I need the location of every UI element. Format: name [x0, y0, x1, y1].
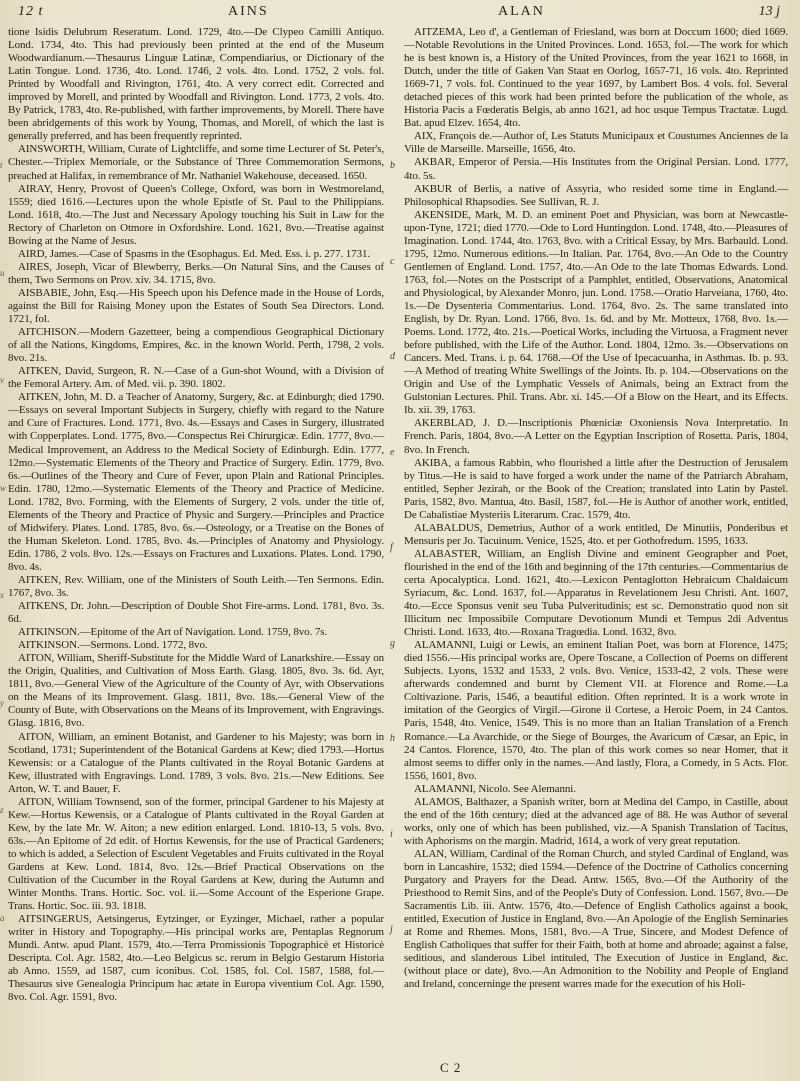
dictionary-entry: AITKINSON.—Sermons. Lond. 1772, 8vo.: [18, 639, 208, 652]
margin-letter: w: [0, 482, 7, 493]
dictionary-entry: AITKEN, John, M. D. a Teacher of Anatomy, Surgery, &c. at Edinburgh; died 1790.—Essays on several Important Subjects in Surgery, chiefly with regard to the Nature and Cure of Fractures. Lond. 1771, 8vo. 4s.—Essays and Cases in Surgery, illustrated with Copperplates. Lond. 1775, 8vo.—Conspectus Rei Chirurgicæ. Edin. 1777, 8vo.—Medical Improvement, an Address to the Medical Society of Edinburgh. Edin. 1777, 12mo.—Systematic Elements of the Theory and Practice of Surgery. Edin. 1779, 8vo. 6s.—Outlines of the Theory and Cure of Fever, upon Plain and Rational Principles. Edin. 1780, 12mo.—Systematic Elements of the Theory and Practice of Medicine. Lond. 1782, 8vo. Forming, with the Elements of Surgery, 2 vols. under the title of, Elements of the Theory and Practice of Physic and Surgery.—Principles and Practice of Midwifery. Plates. Lond. 1785, 8vo. 6s.—Osteology, or a Treatise on the Bones of the Human Skeleton. Lond. 1785, 8vo. 4s.—Principles of Anatomy and Physiology. Edin. 1786, 2 vols. 8vo. 12s.—Essays on Fractures and Luxations. Plates. Lond. 1790, 8vo. 4s.: [8, 391, 384, 573]
header-word-left: AINS: [228, 4, 269, 19]
margin-letter: a: [0, 912, 5, 923]
dictionary-entry: AITCHISON.—Modern Gazetteer, being a compendious Geographical Dictionary of all the Nations, Kingdoms, Empires, &c. in the known World. Perth, 1798, 2 vols. 8vo. 21s.: [8, 326, 384, 365]
dictionary-entry: AIRES, Joseph, Vicar of Blewberry, Berks.—On Natural Sins, and the Causes of them, Two Sermons on Prov. xiv. 34. 1715, 8vo.: [8, 260, 384, 286]
dictionary-entry: AITKINSON.—Epitome of the Art of Navigation. Lond. 1759, 8vo. 7s.: [18, 626, 328, 639]
dictionary-entry: tione Isidis Delubrum Reseratum. Lond. 1729, 4to.—De Clypeo Camilli Antiquo. Lond. 1734, 4to. This had previously been printed at the end of the Museum Woodwardianum.—Thesaurus Linguæ Latinæ, Compendiarius, or Dictionary of the Latin Tongue. Lond. 1736, 4to. Lond. 1746, 2 vols. 4to. Lond. 1752, 2 vols. fol. Printed by Woodfall and Rivington, 1761, 4to. A very correct edit. Corrected and improved by Morell, and printed by Woodfall and Rivington. Lond. 1773, 2 vols. 4to. By Patrick, 1783, 4to. Re-published, with farther improvements, by Morell. There have been abridgements of this work by Young, Thomas, and Morell, of which the last is generally preferred, and has been frequently reprinted.: [8, 26, 384, 143]
dictionary-entry: AKIBA, a famous Rabbin, who flourished a little after the Destruction of Jerusalem by Titus.—He is said to have forged a work under the name of the Patriarch Abraham, entitled, Sepher Jezirah, or the Book of the Creation; translated into Latin by Pastel. Paris, 1582, 8vo. Mantua, 4to. Basil, 1587, fol.—He is Author of another work, entitled, De Cabalistiae Mysteriis Literarum. Crac. 1579, 4to.: [404, 456, 788, 521]
dictionary-entry: AKERBLAD, J. D.—Inscriptionis Phœniciæ Oxoniensis Nova Interpretatio. In French. Paris, 1804, 8vo.—A Letter on the Egyptian Inscription of Rosetta. Paris, 1804, 8vo. In French.: [404, 417, 788, 456]
dictionary-entry: AITSINGERUS, Aetsingerus, Eytzinger, or Eyzinger, Michael, rather a popular writer in History and Topography.—His principal works are, Pentaplas Regnorum Mundi. Antw. apud Plant. 1579, 4to.—Terra Promissionis Topographicè et Historicè Descripta. Col. Agr. 1582, 4to.—Leo Belgicus sc. rerum in Belgio Gestarum Historia ab Anno. 1559, ad 1587, cum iconibus. Col. 1585, fol. Col. 1587, 1588, fol.—Thesaurus sive Genealogia Principum hac ætate in Europa viventium Col. Agr. 1590, 8vo. Col. Agr. 1591, 8vo.: [8, 913, 384, 1004]
margin-letter: g: [390, 637, 395, 649]
dictionary-entry: ALAMANNI, Nicolo. See Alemanni.: [414, 782, 576, 795]
dictionary-entry: AIRAY, Henry, Provost of Queen's College, Oxford, was born in Westmoreland, 1559; died 1616.—Lectures upon the whole Epistle of St. Paul to the Philippians. Lond. 1618, 4to.—The Just and Necessary Apology touching his Suit in Law for the Rectory of Charleton on Otmore in Oxfordshire. Lond. 1621, 8vo.—Treatise against Bowing at the Name of Jesus.: [8, 182, 384, 247]
dictionary-entry: AITON, William Townsend, son of the former, principal Gardener to his Majesty at Kew.—Hortus Kewensis, or a Catalogue of Plants cultivated in the Royal Garden at Kew, by the late Mr. W. Aiton; a new edition enlarged. Lond. 1810-13, 5 vols. 8vo. 63s.—An Epitome of 2d edit. of Hortus Kewensis, for the use of Practical Gardeners; to which is added, a Selection of Esculent Vegetables and Fruits cultivated in the Royal Gardens at Kew. Lond. 1814, 8vo. 12s.—Brief Practical Observations on the Cultivation of the Cucumber in the Royal Gardens at Kew, during the Autumn and Winter Months. Trans. Hortic. Soc. vol. ii.—Some Account of the Esperione Grape. Trans. Hortic. Soc. iii. 93. 1818.: [8, 795, 384, 913]
margin-letter: v: [0, 375, 4, 385]
dictionary-entry: AITKEN, Rev. William, one of the Ministers of South Leith.—Ten Sermons. Edin. 1767, 8vo. 3s.: [8, 573, 384, 600]
dictionary-entry: AITKENS, Dr. John.—Description of Double Shot Fire-arms. Lond. 1781, 8vo. 3s. 6d.: [8, 600, 384, 626]
margin-letter: f: [390, 542, 393, 554]
dictionary-entry: AKBAR, Emperor of Persia.—His Institutes from the Original Persian. Lond. 1777, 4to. 5s.: [404, 156, 788, 182]
dictionary-entry: ALAMANNI, Luigi or Lewis, an eminent Italian Poet, was born at Florence, 1475; died 1556.—His principal works are, Opere Toscane, a Collection of Poems on different Subjects. Lyons, 1532 and 1533, 2 vols. 8vo. Venice, 1533-42, 2 vols. These were afterwards condemned and burnt by Clement VII. at Florence and Rome.—La Coltivazione. Paris, 1546, a beautiful edition. Often reprinted. It is a work wrote in imitation of the Georgics of Virgil.—Girone il Cortese, a Heroic Poem, in 24 Cantos. Paris, 1548, 4to. Venice, 1549. This is no more than an Italian Translation of a French Romance.—La Avarchide, or the Siege of Bourges, the Avaricum of Cæsar, an Epic, in 24 Cantos. Florence, 1570, 4to. The plan of this work comes so near Homer, that it almost seems to differ only in the names.—And lastly, Flora, a Comedy, in 5 Acts. Flor. 1556, 1601, 8vo.: [404, 639, 788, 782]
dictionary-entry: ALABALDUS, Demetrius, Author of a work entitled, De Minutiis, Ponderibus et Mensuris per Jo. Tacuinum. Venice, 1525, 4to. et per Gothofredum. 1595, 1633.: [404, 521, 788, 547]
margin-letter: y: [0, 697, 4, 708]
signature-mark: C 2: [440, 1060, 462, 1075]
margin-letter: d: [390, 351, 395, 363]
dictionary-entry: AISBABIE, John, Esq.—His Speech upon his Defence made in the House of Lords, against the Bill for Raising Money upon the Estates of South Sea Directors. Lond. 1721, fol.: [8, 286, 384, 326]
dictionary-entry: ALAN, William, Cardinal of the Roman Church, and styled Cardinal of England, was born in Lancashire, 1532; died 1594.—Defence of the Doctrine of Catholics concerning Purgatory and Prayers for the Dead. Antw. 1565, 8vo.—Of the Authority of the Priesthood to Remit Sins, and of the People's Duty of Confession. Lond. 1567, 8vo.—De Sacramentis Lib. iii. Antw. 1576, 4to.—Defence of English Catholics against a book, entitled, Execution of Justice in England, 8vo.—An Apologie of the English Seminaries at Rome and Rhemes. Mons, 1581, 8vo.—A True, Sincere, and Modest Defence of English Catholiques that suffer for their Faith, both at home and abroade; against a false, seditious, and slanderous Libel intituled, The Execution of Justice in England, &c. (without place or date), 8vo.—An Admonition to the Nobility and People of England and Ireland, concerninge the present warres made for the execution of his Holi-: [404, 847, 788, 991]
margin-letter: x: [0, 590, 4, 600]
dictionary-entry: AIX, François de.—Author of, Les Statuts Municipaux et Coustumes Anciennes de la Ville de Marseille. Marseille, 1656, 4to.: [404, 130, 788, 156]
margin-letter: e: [390, 446, 395, 458]
dictionary-entry: AITON, William, an eminent Botanist, and Gardener to his Majesty; was born in Scotland, 1731; Superintendent of the Botanical Gardens at Kew; died 1793.—Hortus Kewensis: or a Catalogue of the Plants cultivated in the Royal Botanic Gardens at Kew, illustrated with Engravings. Lond. 1789, 3 vols. 8vo. 21s.—New Editions. See Arton, W. T. and Bauer, F.: [8, 730, 384, 795]
margin-letter: u: [0, 267, 5, 278]
running-header: [18, 4, 786, 24]
dictionary-entry: AKBUR of Berlis, a native of Assyria, who resided some time in England.—Philosophical Rhapsodies. See Sullivan, R. J.: [404, 182, 788, 208]
margin-letter: b: [390, 160, 395, 171]
margin-letter: t: [0, 160, 3, 170]
header-word-right: ALAN: [498, 4, 545, 19]
margin-letter: h: [390, 733, 395, 745]
margin-letter: c: [390, 255, 395, 267]
dictionary-entry: AITKEN, David, Surgeon, R. N.—Case of a Gun-shot Wound, with a Division of the Femoral Artery. Am. of Med. vii. p. 390. 1802.: [8, 365, 384, 391]
dictionary-entry: ALAMOS, Balthazer, a Spanish writer, born at Medina del Campo, in Castille, about the end of the 16th century; died at the advanced age of 88. He was Author of several works, only one of which has been published, viz.—A Spanish Translation of Tacitus, with Aphorisms on the margin. Madrid, 1614, a work of very great reputation.: [404, 795, 788, 847]
page-number-right: 13 j: [758, 4, 780, 19]
left-column: [8, 26, 384, 1005]
page-number-left: 12 t: [18, 4, 44, 19]
dictionary-entry: ALABASTER, William, an English Divine and eminent Geographer and Poet, flourished in the end of the 16th and beginning of the 17th centuries.—Commentarius de certa Apocalyptica. Lond. 1621, 4to.—Lexicon Pentaglotton Hebraicum Chaldaicum Syriacum, &c. Lond. 1637, fol.—Apparatus in Revelationem Jesu Christi. Ant. 1607, 4to.—Ecce Sponsus venit seu Tuba Pulveritudinis; est sc. Demonstratio quod non sit Illicitum nec Impossibile Computare Devotionum Mundi et Tempus 2di Adventus Christi. Lond. 1633, 4to.—Roxana Tragœdia. Lond. 1632, 8vo.: [404, 547, 788, 639]
dictionary-entry: AKENSIDE, Mark, M. D. an eminent Poet and Physician, was born at Newcastle-upon-Tyne, 1721; died 1770.—Ode to Lord Huntingdon. Lond. 1748, 4to.—Pleasures of Imagination. Lond. 1744, 4to. 1763, 8vo. with a Critical Essay, by Mrs. Barbauld. Lond. 1795, 12mo. Numerous editions.—In Italian. Par. 1764, 8vo.—An Ode to the Country Gentlemen of England. Lond. 1757, 4to.—An Ode to the late Thomas Edwards. Lond. 1763, fol.—Notes on the Postscript of a Pamphlet, entitled, Observations, Anatomical and Physiological, by Alexander Monro, jun. Lond. 1758.—Oratio Harveiana, 1760, 4to. 1s.—De Dysenteria Commentarius. Lond. 1764, 8vo. 2s. The same translated into English, by Dr. Ryan. Lond. 1766, 8vo. 1s. 6d. and by Mr. Motteux, 1768, 8vo. 1s.—Poems. Lond. 1772, 4to. 21s.—Poetical Works, including the Virtuosa, a Fragment never before published, with the Life of the Author. Lond. 1804, 12mo. 3s.—Observations on Cancers. Med. Trans. i. p. 64. 1768.—Of the Use of Ipecacuanha, in Asthmas. Ib. p. 93.—A Method of treating White Swellings of the Joints. Ib. p. 104.—Observations on the Origin and Use of the Lymphatic Vessels of Animals, being an Extract from the Gulstonian Lectures. Phil. Trans. Abr. xi. 145.—Of a Blow on the Heart, and its Effects. Ib. xii. 39, 1763.: [404, 208, 788, 417]
right-column: [404, 26, 788, 991]
dictionary-entry: AINSWORTH, William, Curate of Lightcliffe, and some time Lecturer of St. Peter's, Chester.—Triplex Memoriale, or the Substance of Three Commemoration Sermons, preached at Halifax, in remembrance of Mr. Nathaniel Wakehouse, deceased. 1650.: [8, 143, 384, 182]
margin-letter: z: [0, 805, 4, 815]
margin-letter: j: [390, 924, 393, 936]
margin-letter: i: [390, 828, 393, 840]
dictionary-entry: AIRD, James.—Case of Spasms in the Œsophagus. Ed. Med. Ess. i. p. 277. 1731.: [18, 247, 371, 260]
dictionary-entry: AITZEMA, Leo d', a Gentleman of Friesland, was born at Doccum 1600; died 1669.—Notable Revolutions in the United Provinces. Lond. 1653, fol.—The work for which he is best known is, a History of the United Provinces, from the year 1621 to 1668, in Dutch, under the title of Gaken Van Staat en Oorlog, 1657-71, 16 vols. 4to. Reprinted 1669-71, 7 vols. fol. Continued to the year 1697, by Lambert Bos. 4 vols. fol. Several detached pieces of this work had been printed before the publication of the whole, as Historia Pacis a Fœderatis Belgis, ab anno 1621, ad hoc usque Tempus Tractatæ. Lugd. Bat. apud Elzev. 1654, 4to.: [404, 26, 788, 130]
dictionary-entry: AITON, William, Sheriff-Substitute for the Middle Ward of Lanarkshire.—Essay on the Origin, Qualities, and Cultivation of Moss Earth. Glasg. 1805, 8vo. 3s. 6d. Ayr, 1811, 8vo.—General View of the Agriculture of the County of Ayr, with Observations on the Means of its Improvement. Glasg. 1811, 8vo. 18s.—General View of the County of Bute, with Observations on the Means of its Improvement, with Engravings. Glasg. 1816, 8vo.: [8, 652, 384, 730]
